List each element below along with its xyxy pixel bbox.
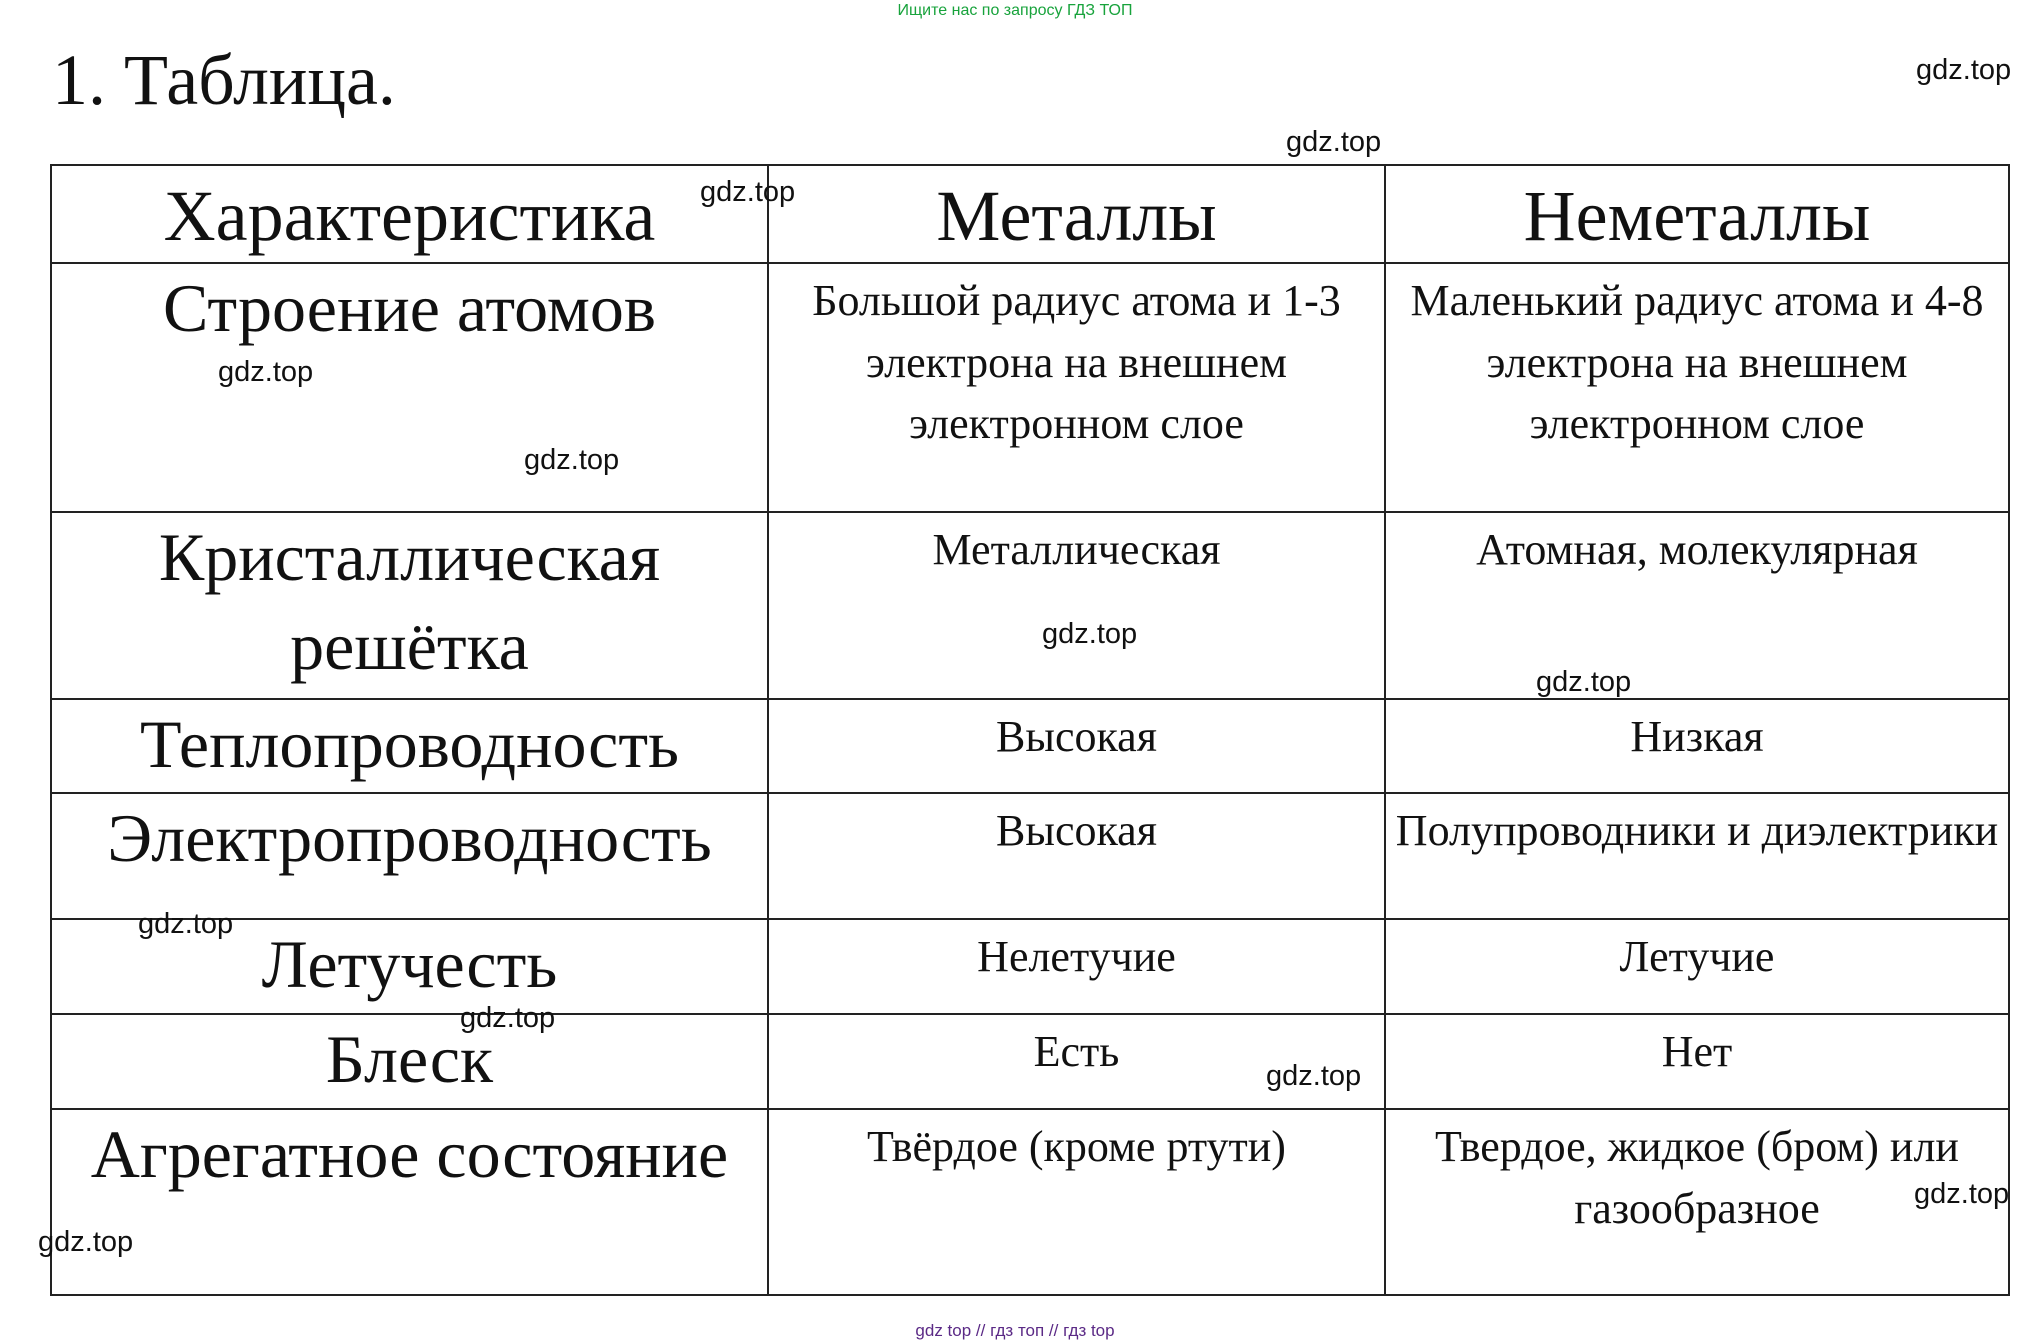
footer-watermark: gdz top // гдз топ // гдз top	[915, 1321, 1115, 1340]
row-metals-value: Есть	[768, 1014, 1385, 1109]
row-nonmetals-value: Твердое, жидкое (бром) или газообразное	[1385, 1109, 2009, 1295]
watermark: gdz.top	[1266, 1060, 1362, 1092]
row-metals-value: Металлическая	[768, 512, 1385, 699]
table-row	[51, 512, 2009, 699]
comparison-table	[50, 164, 2010, 1296]
watermark: gdz.top	[138, 908, 234, 940]
row-nonmetals-value: Атомная, молекулярная	[1385, 512, 2009, 699]
watermark: gdz.top	[218, 356, 314, 388]
watermark: gdz.top	[460, 1002, 556, 1034]
row-feature: Теплопроводность	[51, 699, 768, 793]
row-feature: Кристаллическая решётка	[51, 512, 768, 699]
watermark: gdz.top	[1286, 126, 1382, 158]
row-feature: Блеск	[51, 1014, 768, 1109]
watermark: gdz.top	[1536, 666, 1632, 698]
row-feature: Агрегатное состояние	[51, 1109, 768, 1295]
header-nonmetals: Неметаллы	[1385, 165, 2009, 263]
row-nonmetals-value: Нет	[1385, 1014, 2009, 1109]
table-row	[51, 699, 2009, 793]
row-feature: Строение атомов	[51, 263, 768, 512]
watermark: gdz.top	[524, 444, 620, 476]
table-row	[51, 1014, 2009, 1109]
row-nonmetals-value: Полупроводники и диэлектрики	[1385, 793, 2009, 919]
watermark: gdz.top	[1916, 54, 2012, 86]
row-nonmetals-value: Низкая	[1385, 699, 2009, 793]
row-nonmetals-value: Маленький радиус атома и 4-8 электрона на внешнем электронном слое	[1385, 263, 2009, 512]
row-metals-value: Высокая	[768, 793, 1385, 919]
row-feature: Летучесть	[51, 919, 768, 1014]
page-title: 1. Таблица.	[52, 40, 396, 120]
table-header-row	[51, 165, 2009, 263]
table-row	[51, 919, 2009, 1014]
row-metals-value: Нелетучие	[768, 919, 1385, 1014]
header-characteristic: Характеристика	[51, 165, 768, 263]
watermark: gdz.top	[700, 176, 796, 208]
table-row	[51, 263, 2009, 512]
row-metals-value: Высокая	[768, 699, 1385, 793]
row-nonmetals-value: Летучие	[1385, 919, 2009, 1014]
watermark: gdz.top	[1042, 618, 1138, 650]
row-metals-value: Большой радиус атома и 1-3 электрона на внешнем электронном слое	[768, 263, 1385, 512]
row-feature: Электропроводность	[51, 793, 768, 919]
top-banner: Ищите нас по запросу ГДЗ ТОП	[897, 2, 1133, 19]
header-metals: Металлы	[768, 165, 1385, 263]
watermark: gdz.top	[1914, 1178, 2010, 1210]
table-row	[51, 1109, 2009, 1295]
watermark: gdz.top	[38, 1226, 134, 1258]
table-row	[51, 793, 2009, 919]
row-metals-value: Твёрдое (кроме ртути)	[768, 1109, 1385, 1295]
